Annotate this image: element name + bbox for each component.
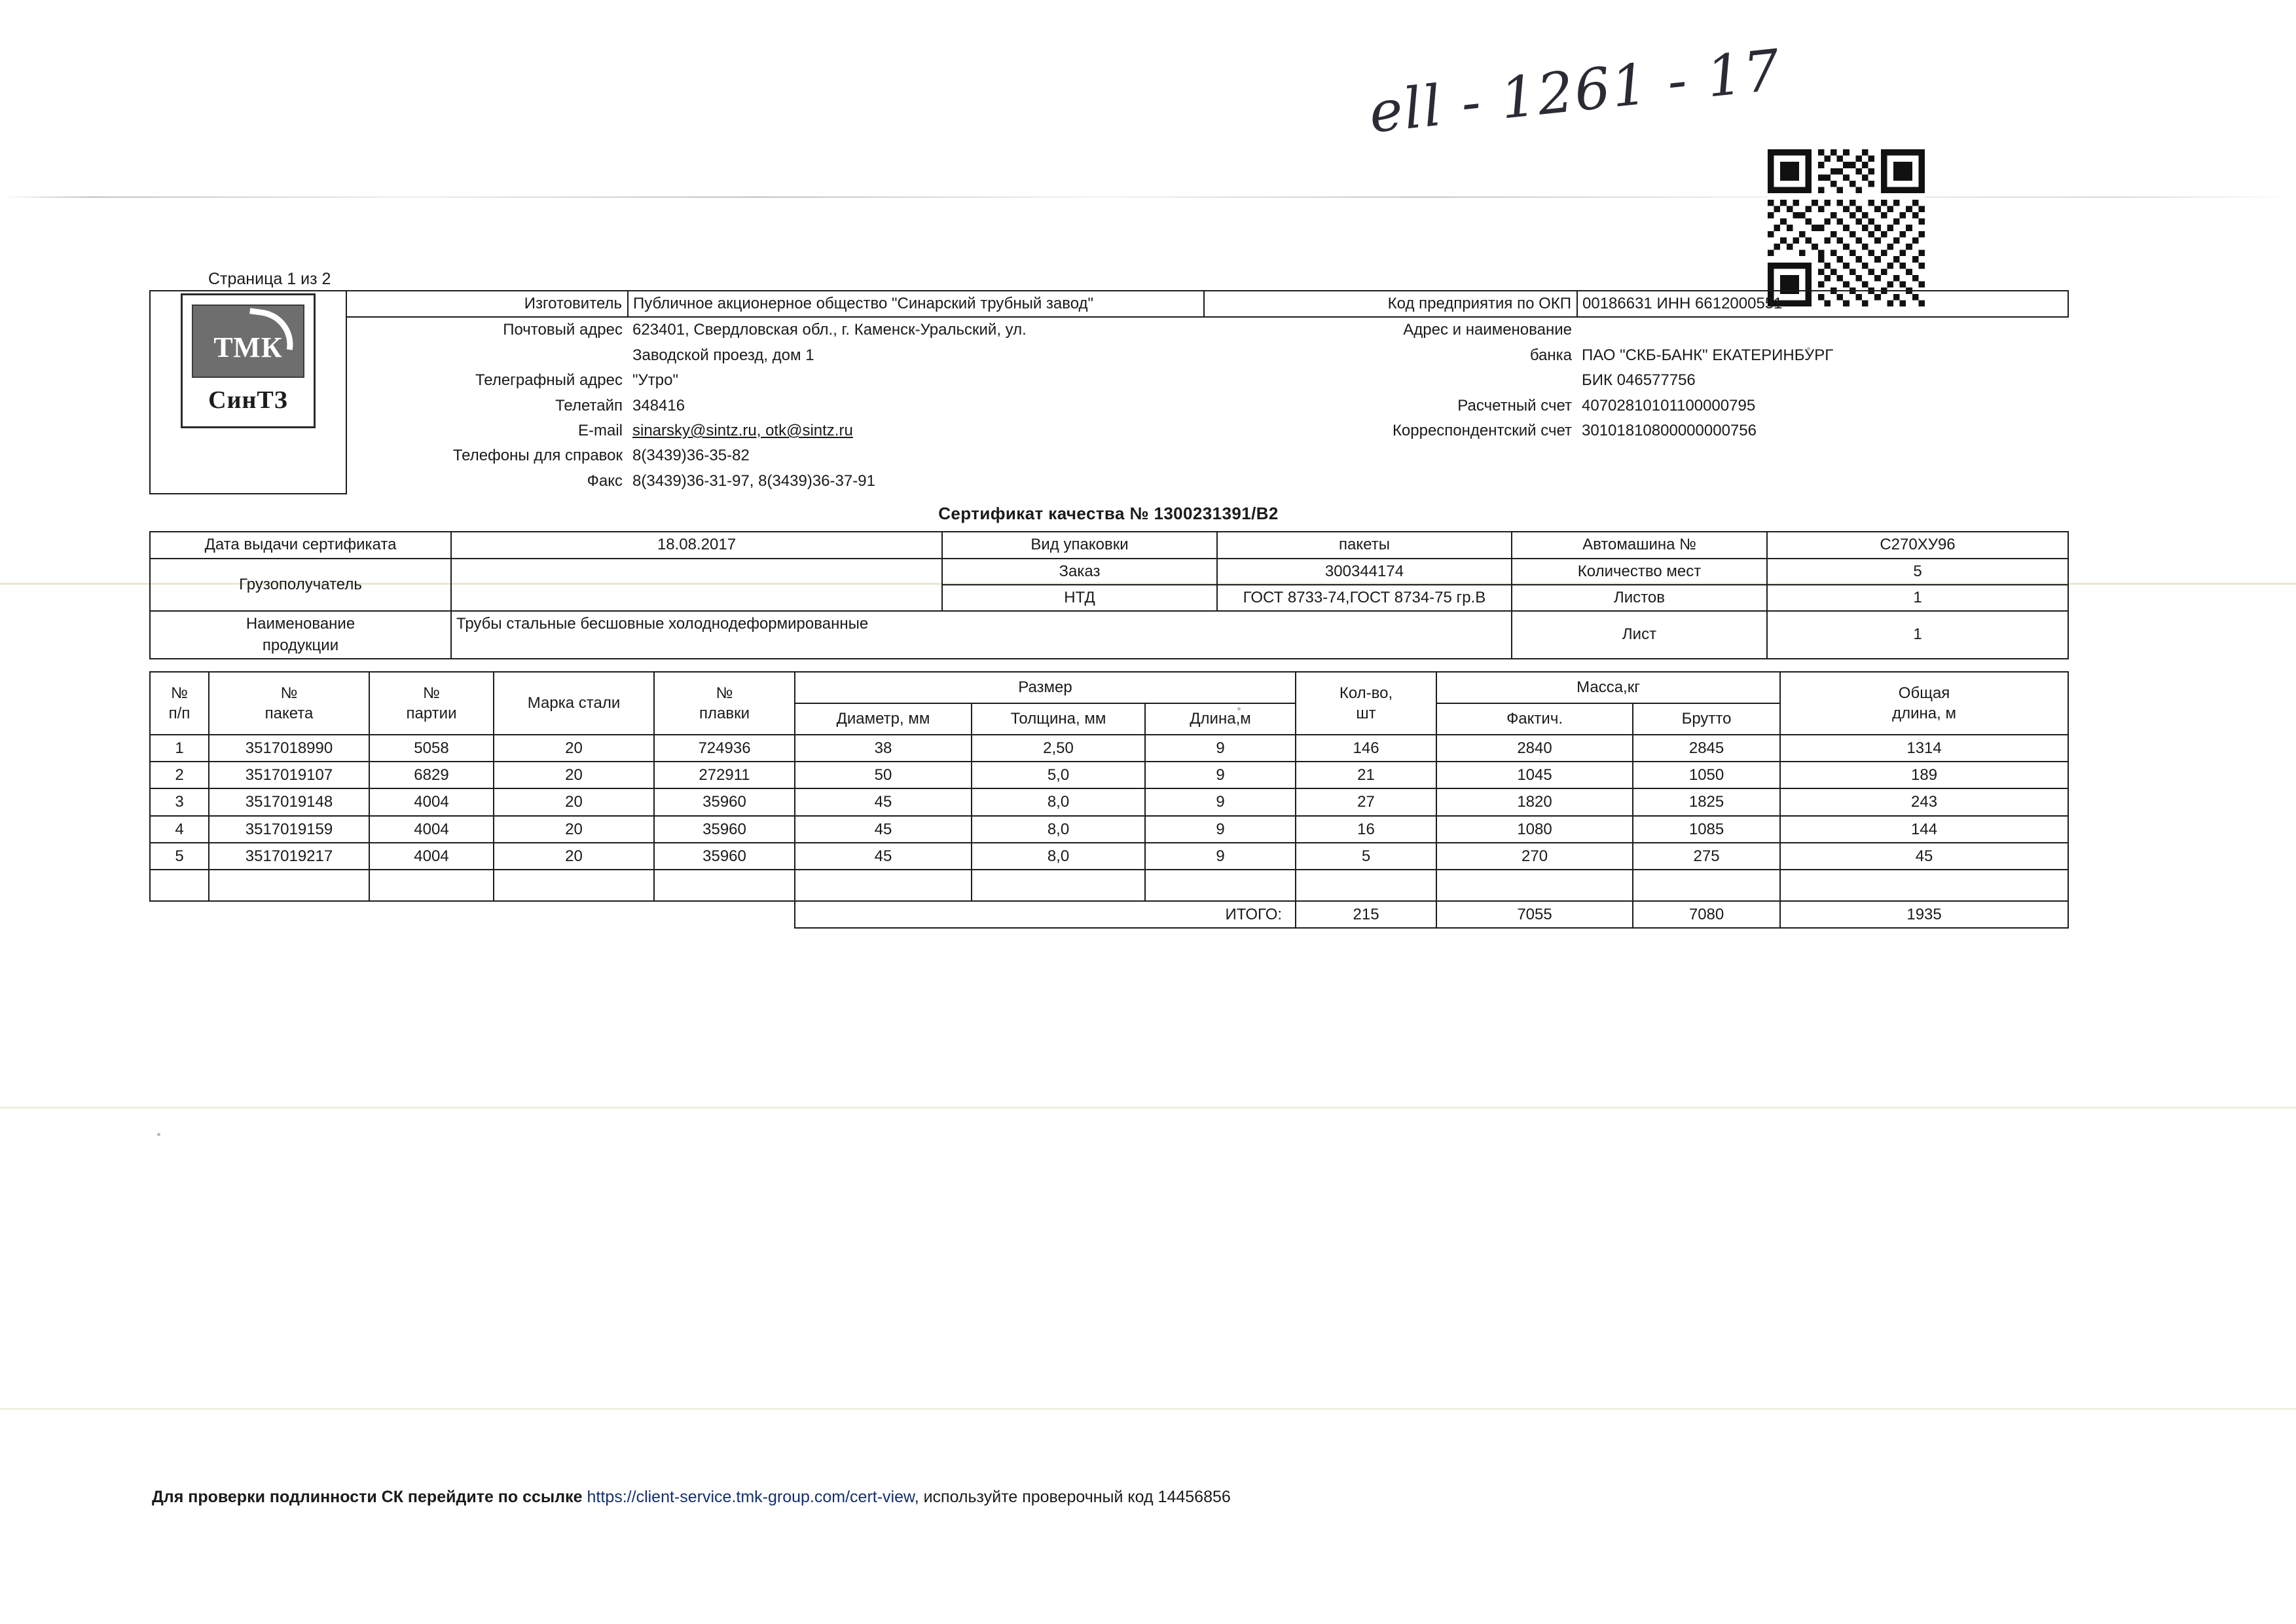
- cell-diameter: 38: [795, 735, 972, 762]
- total-gross: 7080: [1633, 901, 1780, 928]
- telegraph-value: "Утро": [632, 371, 678, 390]
- scan-speck: [157, 1133, 160, 1136]
- cell-thickness: 2,50: [972, 735, 1145, 762]
- cell-qty: 21: [1296, 762, 1436, 788]
- total-qty: 215: [1296, 901, 1436, 928]
- places-label: Количество мест: [1512, 559, 1767, 585]
- cell-gross: 2845: [1633, 735, 1780, 762]
- sheet-label: Лист: [1512, 611, 1767, 659]
- manufacturer-label: Изготовитель: [346, 291, 628, 317]
- col-header-diameter: Диаметр, мм: [795, 703, 972, 735]
- cell-heat: 724936: [654, 735, 795, 762]
- email-value[interactable]: sinarsky@sintz.ru, otk@sintz.ru: [632, 421, 853, 439]
- cell-no: 4: [150, 816, 209, 843]
- cell-empty: [209, 870, 369, 901]
- table-row: [150, 843, 2068, 870]
- col-header-package-line2: пакета: [264, 705, 314, 723]
- col-header-no-line1: №: [171, 684, 188, 702]
- table-row: [150, 788, 2068, 815]
- cell-empty: [1780, 870, 2068, 901]
- packaging-value: пакеты: [1217, 532, 1512, 558]
- sheet-value: 1: [1767, 611, 2068, 659]
- table-row: [150, 762, 2068, 788]
- cell-total-length: 1314: [1780, 735, 2068, 762]
- cell-length: 9: [1145, 788, 1296, 815]
- table-row-empty: [150, 870, 2068, 901]
- cell-batch: 6829: [369, 762, 494, 788]
- cell-grade: 20: [494, 735, 654, 762]
- cell-length: 9: [1145, 735, 1296, 762]
- bank-name-label-1: Адрес и наименование: [1403, 321, 1572, 339]
- bank-name-value: ПАО "СКБ-БАНК" ЕКАТЕРИНБУРГ: [1582, 346, 1834, 364]
- cell-package: 3517019159: [209, 816, 369, 843]
- cell-fact: 1080: [1436, 816, 1633, 843]
- settlement-account-value: 40702810101100000795: [1582, 396, 1756, 415]
- cell-gross: 1825: [1633, 788, 1780, 815]
- total-label: ИТОГО:: [795, 901, 1296, 928]
- verification-link[interactable]: https://client-service.tmk-group.com/cert-view: [587, 1488, 915, 1506]
- cell-length: 9: [1145, 816, 1296, 843]
- cell-gross: 1085: [1633, 816, 1780, 843]
- col-header-qty: [1296, 672, 1436, 735]
- cell-fact: 2840: [1436, 735, 1633, 762]
- postal-address-label-2: [346, 343, 628, 368]
- cell-thickness: 8,0: [972, 843, 1145, 870]
- vehicle-label: Автомашина №: [1512, 532, 1767, 558]
- cell-total-length: 189: [1780, 762, 2068, 788]
- cell-empty: [1296, 870, 1436, 901]
- bank-spacer-value: [1577, 317, 2068, 342]
- cell-empty: [150, 870, 209, 901]
- cell-grade: 20: [494, 762, 654, 788]
- cell-diameter: 45: [795, 788, 972, 815]
- okp-code-value: 00186631 ИНН 6612000551: [1577, 291, 2068, 317]
- handwritten-annotation: ell - 1261 - 17: [1366, 37, 1785, 146]
- cell-empty: [795, 870, 972, 901]
- cell-qty: 27: [1296, 788, 1436, 815]
- cell-heat: 35960: [654, 788, 795, 815]
- cell-length: 9: [1145, 762, 1296, 788]
- logo-tmk-text: ТМК: [213, 331, 283, 363]
- bank-name-label-2: банка: [1529, 346, 1572, 364]
- cell-total-length: 45: [1780, 843, 2068, 870]
- col-header-heat-line1: №: [716, 684, 733, 702]
- footer-text-part2: , используйте проверочный код: [914, 1488, 1158, 1506]
- cell-heat: 35960: [654, 843, 795, 870]
- certificate-title: Сертификат качества № 1300231391/В2: [938, 504, 1279, 524]
- right-filler-3: [1204, 469, 1577, 494]
- places-value: 5: [1767, 559, 2068, 585]
- cell-gross: 275: [1633, 843, 1780, 870]
- right-filler-1: [1204, 443, 1577, 468]
- consignee-value: [451, 559, 942, 612]
- cell-heat: 35960: [654, 816, 795, 843]
- vehicle-value: С270ХУ96: [1767, 532, 2068, 558]
- product-data-table: [149, 671, 2069, 929]
- col-header-length: Длина,м: [1145, 703, 1296, 735]
- cell-grade: 20: [494, 788, 654, 815]
- phones-label: Телефоны для справок: [452, 447, 623, 465]
- total-spacer: [150, 901, 795, 928]
- total-fact: 7055: [1436, 901, 1633, 928]
- right-filler-2: [1577, 443, 2068, 468]
- table-total-row: [150, 901, 2068, 928]
- col-header-no-line2: п/п: [168, 705, 191, 723]
- cell-length: 9: [1145, 843, 1296, 870]
- postal-address-value: 623401, Свердловская обл., г. Каменск-Уральский, ул.: [632, 321, 1027, 339]
- okp-code-label: Код предприятия по ОКП: [1204, 291, 1577, 317]
- cell-diameter: 45: [795, 843, 972, 870]
- cell-package: 3517019107: [209, 762, 369, 788]
- col-header-mass-gross: Брутто: [1633, 703, 1780, 735]
- cell-batch: 5058: [369, 735, 494, 762]
- col-header-heat: [654, 672, 795, 735]
- scan-artifact-band: [0, 1408, 2296, 1410]
- cell-fact: 1820: [1436, 788, 1633, 815]
- product-name-value: Трубы стальные бесшовные холоднодеформированные: [451, 611, 1512, 659]
- cell-fact: 270: [1436, 843, 1633, 870]
- product-name-label-line1: Наименование: [246, 615, 355, 633]
- issue-date-label: Дата выдачи сертификата: [150, 532, 451, 558]
- postal-address-value-2: Заводской проезд, дом 1: [632, 346, 814, 364]
- col-header-qty-line2: шт: [1356, 705, 1376, 723]
- col-header-package: [209, 672, 369, 735]
- teletype-label: Телетайп: [555, 396, 623, 415]
- qr-code-image: [1768, 149, 1925, 306]
- cell-thickness: 5,0: [972, 762, 1145, 788]
- col-header-mass-fact: Фактич.: [1436, 703, 1633, 735]
- telegraph-label: Телеграфный адрес: [475, 371, 623, 390]
- product-name-label-line2: продукции: [262, 636, 339, 654]
- bik-label: [1204, 368, 1577, 393]
- tmk-sintz-logo: [181, 293, 316, 428]
- cell-empty: [494, 870, 654, 901]
- col-header-no: [150, 672, 209, 735]
- col-header-batch-line2: партии: [406, 705, 457, 723]
- col-header-batch-line1: №: [423, 684, 440, 702]
- verification-footer: [152, 1488, 1231, 1507]
- correspondent-account-value: 30101810800000000756: [1582, 421, 1757, 439]
- consignee-label: Грузополучатель: [150, 559, 451, 612]
- logo-badge: [192, 304, 304, 378]
- cell-diameter: 45: [795, 816, 972, 843]
- verification-code: 14456856: [1157, 1488, 1231, 1506]
- issue-date-value: 18.08.2017: [451, 532, 942, 558]
- cell-thickness: 8,0: [972, 788, 1145, 815]
- col-header-thickness: Толщина, мм: [972, 703, 1145, 735]
- cell-qty: 5: [1296, 843, 1436, 870]
- manufacturer-header-table: [149, 290, 2069, 494]
- table-row: [150, 735, 2068, 762]
- product-name-label: [150, 611, 451, 659]
- order-label: Заказ: [942, 559, 1217, 585]
- col-header-total-length: [1780, 672, 2068, 735]
- cell-empty: [654, 870, 795, 901]
- correspondent-account-label: Корреспондентский счет: [1392, 421, 1572, 439]
- cell-qty: 146: [1296, 735, 1436, 762]
- col-header-steel-grade: Марка стали: [494, 672, 654, 735]
- fax-label: Факс: [587, 471, 623, 490]
- right-filler-4: [1577, 469, 2068, 494]
- table-row: [150, 816, 2068, 843]
- company-logo-cell: [150, 291, 346, 494]
- total-length: 1935: [1780, 901, 2068, 928]
- cell-no: 2: [150, 762, 209, 788]
- phones-value: 8(3439)36-35-82: [632, 447, 750, 465]
- col-header-total-length-line1: Общая: [1898, 684, 1950, 702]
- cell-fact: 1045: [1436, 762, 1633, 788]
- scan-artifact-band: [0, 1107, 2296, 1109]
- col-header-batch: [369, 672, 494, 735]
- packaging-label: Вид упаковки: [942, 532, 1217, 558]
- cell-diameter: 50: [795, 762, 972, 788]
- col-header-package-line1: №: [280, 684, 298, 702]
- cell-empty: [369, 870, 494, 901]
- manufacturer-value: Публичное акционерное общество "Синарский трубный завод": [628, 291, 1204, 317]
- email-label: E-mail: [577, 421, 623, 439]
- cell-empty: [1436, 870, 1633, 901]
- ntd-label: НТД: [942, 585, 1217, 611]
- cell-batch: 4004: [369, 816, 494, 843]
- cell-batch: 4004: [369, 788, 494, 815]
- sheets-label: Листов: [1512, 585, 1767, 611]
- postal-address-label: Почтовый адрес: [503, 321, 623, 339]
- order-value: 300344174: [1217, 559, 1512, 585]
- cell-package: 3517018990: [209, 735, 369, 762]
- cell-grade: 20: [494, 816, 654, 843]
- cell-gross: 1050: [1633, 762, 1780, 788]
- page-number-label: Страница 1 из 2: [208, 270, 331, 288]
- cell-no: 5: [150, 843, 209, 870]
- certificate-document: [149, 290, 2068, 929]
- cell-package: 3517019148: [209, 788, 369, 815]
- bik-value: БИК 046577756: [1582, 371, 1696, 390]
- col-header-heat-line2: плавки: [699, 705, 750, 723]
- cell-heat: 272911: [654, 762, 795, 788]
- cell-batch: 4004: [369, 843, 494, 870]
- cell-empty: [972, 870, 1145, 901]
- cell-total-length: 243: [1780, 788, 2068, 815]
- col-header-size: Размер: [795, 672, 1296, 703]
- fax-value: 8(3439)36-31-97, 8(3439)36-37-91: [632, 471, 875, 490]
- cell-empty: [1633, 870, 1780, 901]
- cell-empty: [1145, 870, 1296, 901]
- cell-no: 3: [150, 788, 209, 815]
- certificate-info-table: [149, 531, 2069, 659]
- teletype-value: 348416: [632, 396, 685, 415]
- footer-text-part1: Для проверки подлинности СК перейдите по ссылке: [152, 1488, 587, 1506]
- cell-total-length: 144: [1780, 816, 2068, 843]
- scan-artifact-line: [0, 196, 2296, 198]
- cell-package: 3517019217: [209, 843, 369, 870]
- col-header-qty-line1: Кол-во,: [1339, 684, 1393, 702]
- cell-grade: 20: [494, 843, 654, 870]
- qr-code: [1768, 149, 1925, 306]
- ntd-value: ГОСТ 8733-74,ГОСТ 8734-75 гр.В: [1217, 585, 1512, 611]
- col-header-total-length-line2: длина, м: [1892, 705, 1956, 723]
- sheets-value: 1: [1767, 585, 2068, 611]
- col-header-mass: Масса,кг: [1436, 672, 1780, 703]
- cell-thickness: 8,0: [972, 816, 1145, 843]
- logo-sintz-text: СинТЗ: [208, 386, 288, 414]
- cell-no: 1: [150, 735, 209, 762]
- settlement-account-label: Расчетный счет: [1457, 396, 1572, 415]
- cell-qty: 16: [1296, 816, 1436, 843]
